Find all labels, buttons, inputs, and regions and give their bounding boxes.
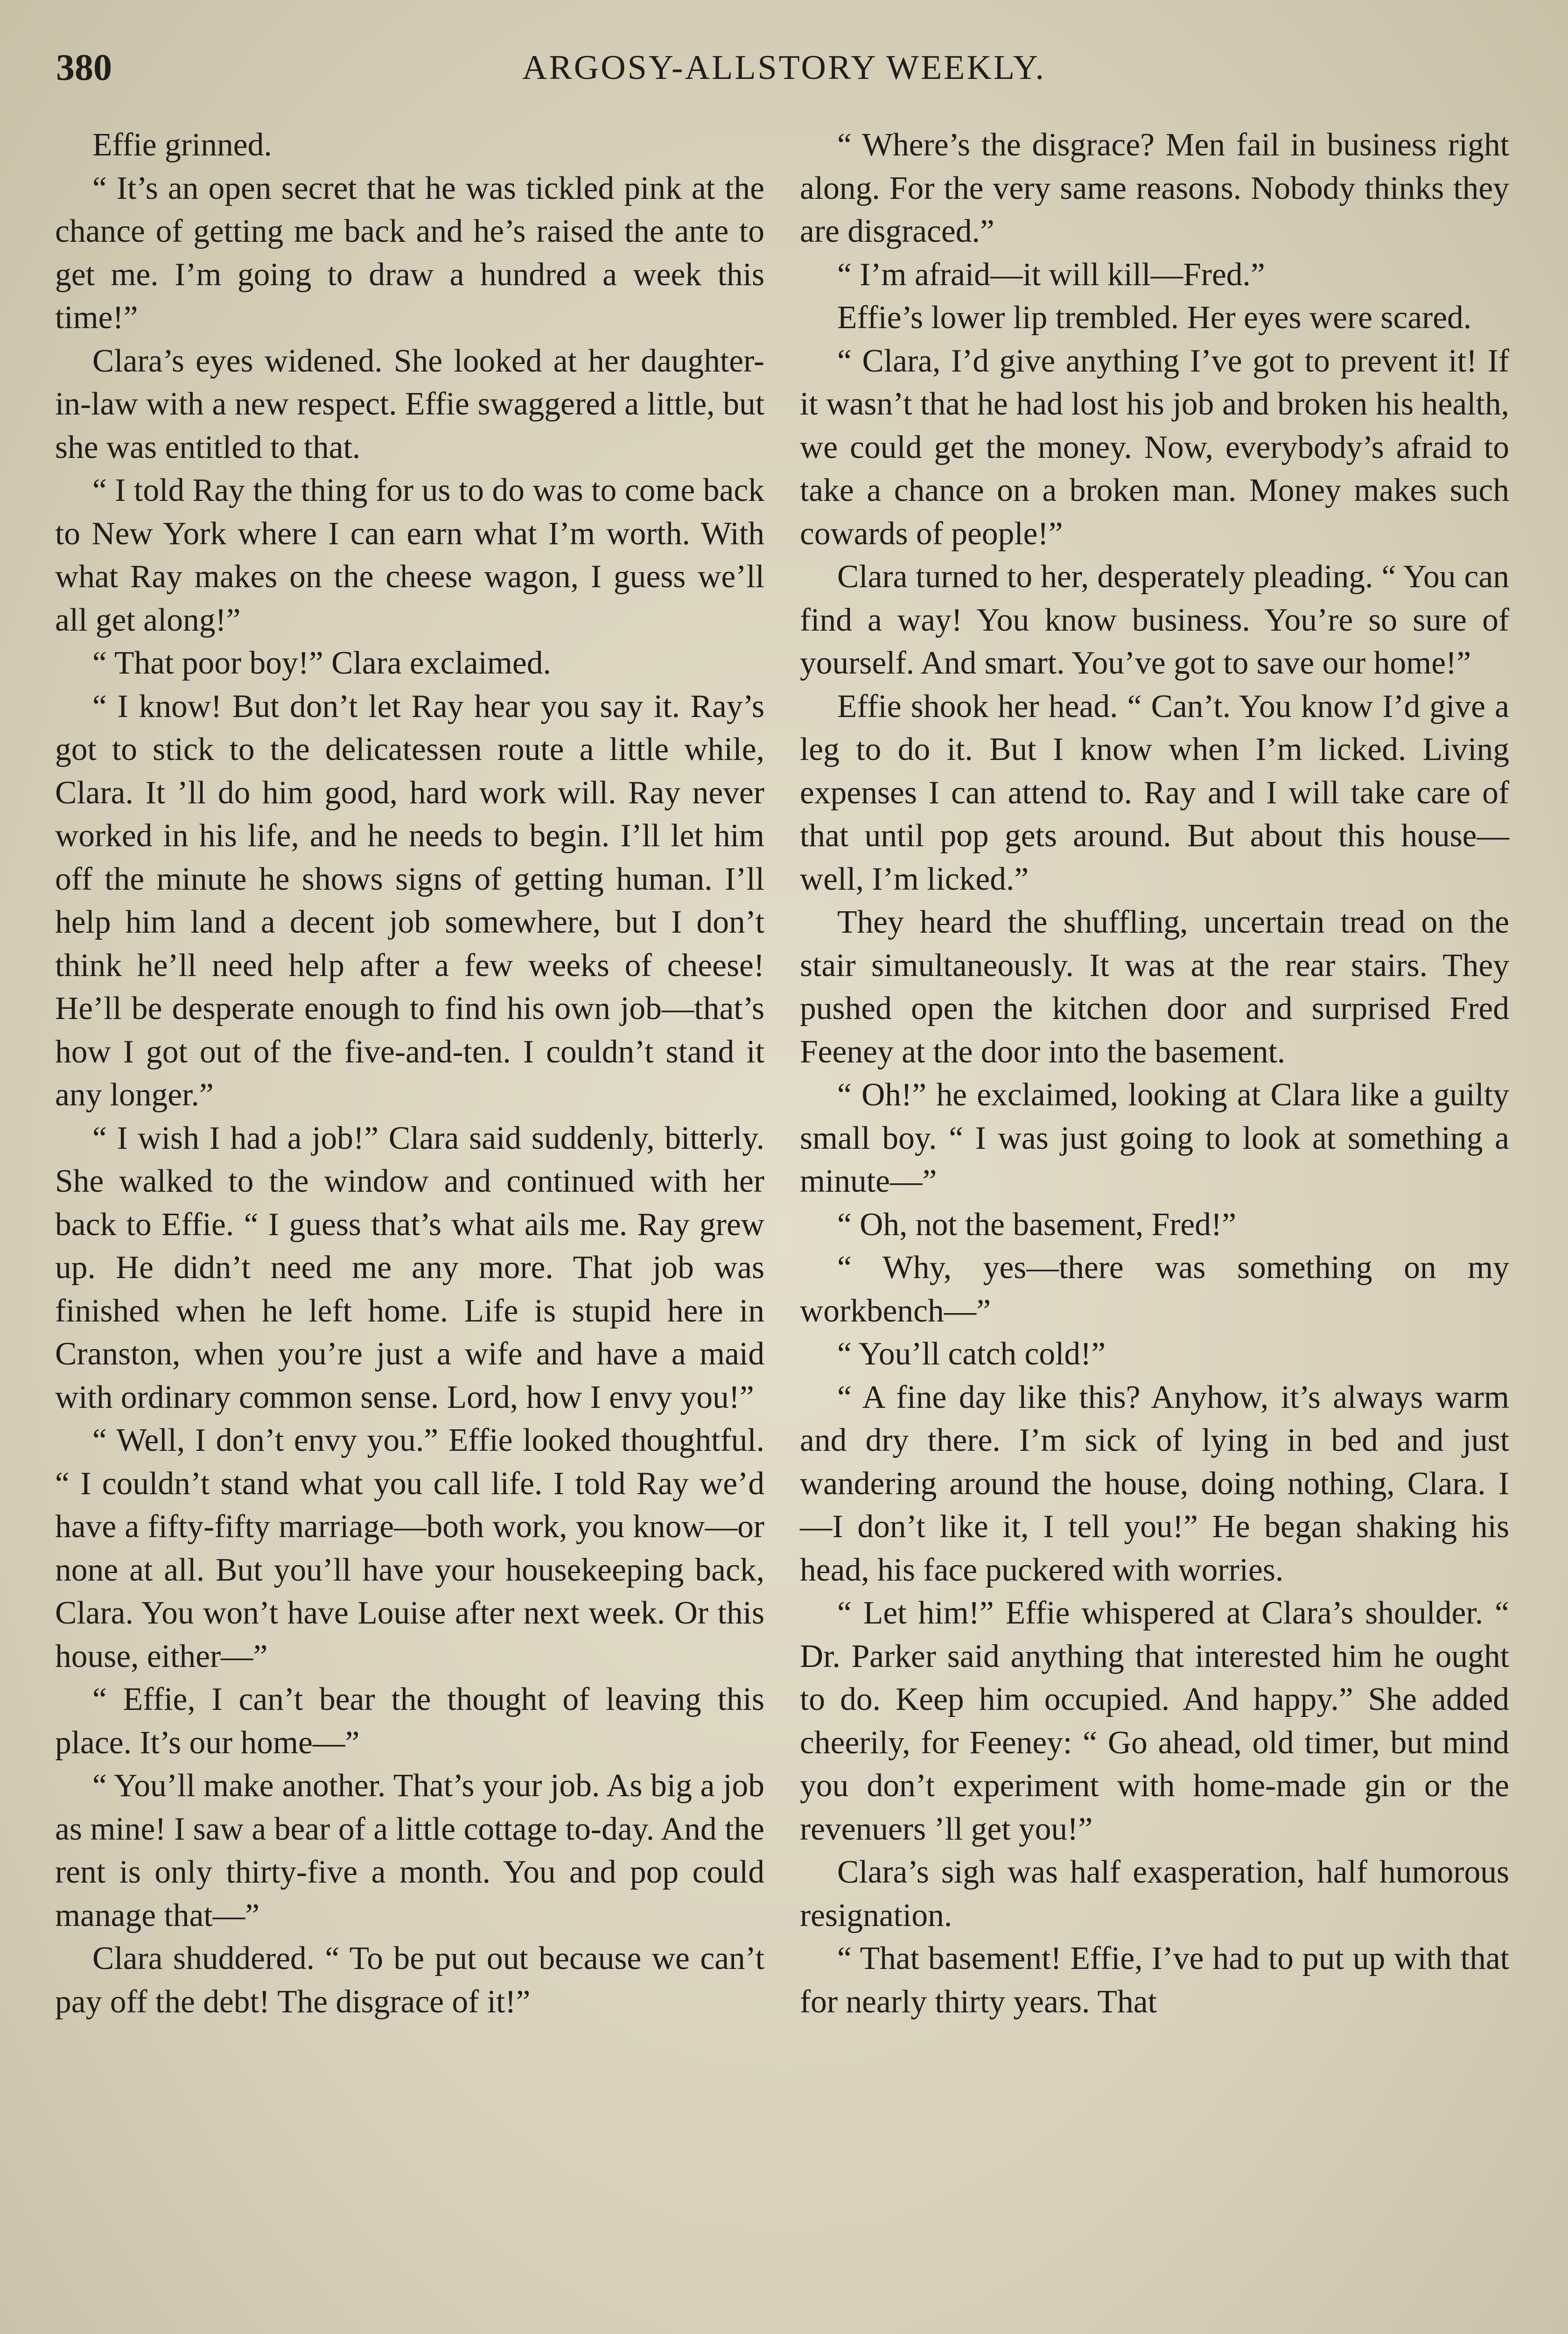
running-title: ARGOSY-ALLSTORY WEEKLY. [522,49,1046,87]
paragraph: “ That poor boy!” Clara exclaimed. [92,645,551,681]
paragraph: “ I’m afraid—it will kill—Fred.” [837,256,1265,293]
paragraph: “ I told Ray the thing for us to do was to come back to New York where I can earn what I’m worth. With what Ray makes on the cheese wagon, I guess we’ll all get along!” [55,472,764,638]
left-column [55,124,764,2024]
paragraph: Effie shook her head. “ Can’t. You know I’d give a leg to do it. But I know when I’m licked. Living expenses I can attend to. Ray and I will take care of that until pop gets around. But about this house—well, I’m licked.” [800,688,1509,897]
paragraph: Effie’s lower lip trembled. Her eyes were scared. [837,300,1472,336]
paragraph: “ Why, yes—there was something on my workbench—” [800,1250,1509,1329]
paragraph: They heard the shuffling, uncertain tread on the stair simultaneously. It was at the rear stairs. They pushed open the kitchen door and surprised Fred Feeney at the door into the basement. [800,904,1509,1070]
paragraph: “ Let him!” Effie whispered at Clara’s shoulder. “ Dr. Parker said anything that interested him he ought to do. Keep him occupied. And happy.” She added cheerily, for Feeney: “ Go ahead, old timer, but mind you don’t experiment with home-made gin or the revenuers ’ll get you!” [800,1595,1509,1847]
page-header [56,42,1512,93]
paragraph: Clara turned to her, desperately pleading. “ You can find a way! You know business. You’re so sure of yourself. And smart. You’ve got to save our home!” [800,559,1509,681]
paragraph: “ Oh, not the basement, Fred!” [837,1206,1236,1243]
paragraph: “ You’ll make another. That’s your job. As big a job as mine! I saw a bear of a little cottage to-day. And the rent is only thirty-five a month. You and pop could manage that—” [55,1768,764,1933]
right-column [800,124,1509,2024]
paragraph: “ Well, I don’t envy you.” Effie looked thoughtful. “ I couldn’t stand what you call life. I told Ray we’d have a fifty-fifty marriage—both work, you know—or none at all. But you’ll have your housekeeping back, Clara. You won’t have Louise after next week. Or this house, either—” [55,1422,764,1674]
paragraph: “ That basement! Effie, I’ve had to put up with that for nearly thirty years. That [800,1940,1509,2020]
paragraph: “ I know! But don’t let Ray hear you say it. Ray’s got to stick to the delicatessen route a little while, Clara. It ’ll do him good, hard work will. Ray never worked in his life, and he needs to begin. I’ll let him off the minute he shows signs of getting human. I’ll help him land a decent job somewhere, but I don’t think he’ll need help after a few weeks of cheese! He’ll be desperate enough to find his own job—that’s how I got out of the five-and-ten. I couldn’t stand it any longer.” [55,688,764,1113]
paragraph: Clara’s eyes widened. She looked at her daughter-in-law with a new respect. Effie swaggered a little, but she was entitled to that. [55,343,764,465]
paragraph: Clara shuddered. “ To be put out because we can’t pay off the debt! The disgrace of it!” [55,1940,764,2020]
paragraph: “ Effie, I can’t bear the thought of leaving this place. It’s our home—” [55,1681,764,1761]
paragraph: “ I wish I had a job!” Clara said suddenly, bitterly. She walked to the window and continued with her back to Effie. “ I guess that’s what ails me. Ray grew up. He didn’t need me any more. That job was finished when he left home. Life is stupid here in Cranston, when you’re just a wife and have a maid with ordinary common sense. Lord, how I envy you!” [55,1120,764,1415]
paragraph: “ Where’s the disgrace? Men fail in business right along. For the very same reasons. Nobody thinks they are disgraced.” [800,127,1509,249]
paragraph: Clara’s sigh was half exasperation, half humorous resignation. [800,1854,1509,1933]
paragraph: “ You’ll catch cold!” [837,1336,1106,1372]
page-number: 380 [56,47,112,88]
paragraph: “ Clara, I’d give anything I’ve got to prevent it! If it wasn’t that he had lost his job and broken his health, we could get the money. Now, everybody’s afraid to take a chance on a broken man. Money makes such cowards of people!” [800,343,1509,552]
paragraph: “ A fine day like this? Anyhow, it’s always warm and dry there. I’m sick of lying in bed and just wandering around the house, doing nothing, Clara. I—I don’t like it, I tell you!” He began shaking his head, his face puckered with worries. [800,1379,1509,1588]
paragraph: “ It’s an open secret that he was tickled pink at the chance of getting me back and he’s raised the ante to get me. I’m going to draw a hundred a week this time!” [55,170,764,336]
paragraph: Effie grinned. [92,127,272,163]
paragraph: “ Oh!” he exclaimed, looking at Clara like a guilty small boy. “ I was just going to look at something a minute—” [800,1077,1509,1199]
